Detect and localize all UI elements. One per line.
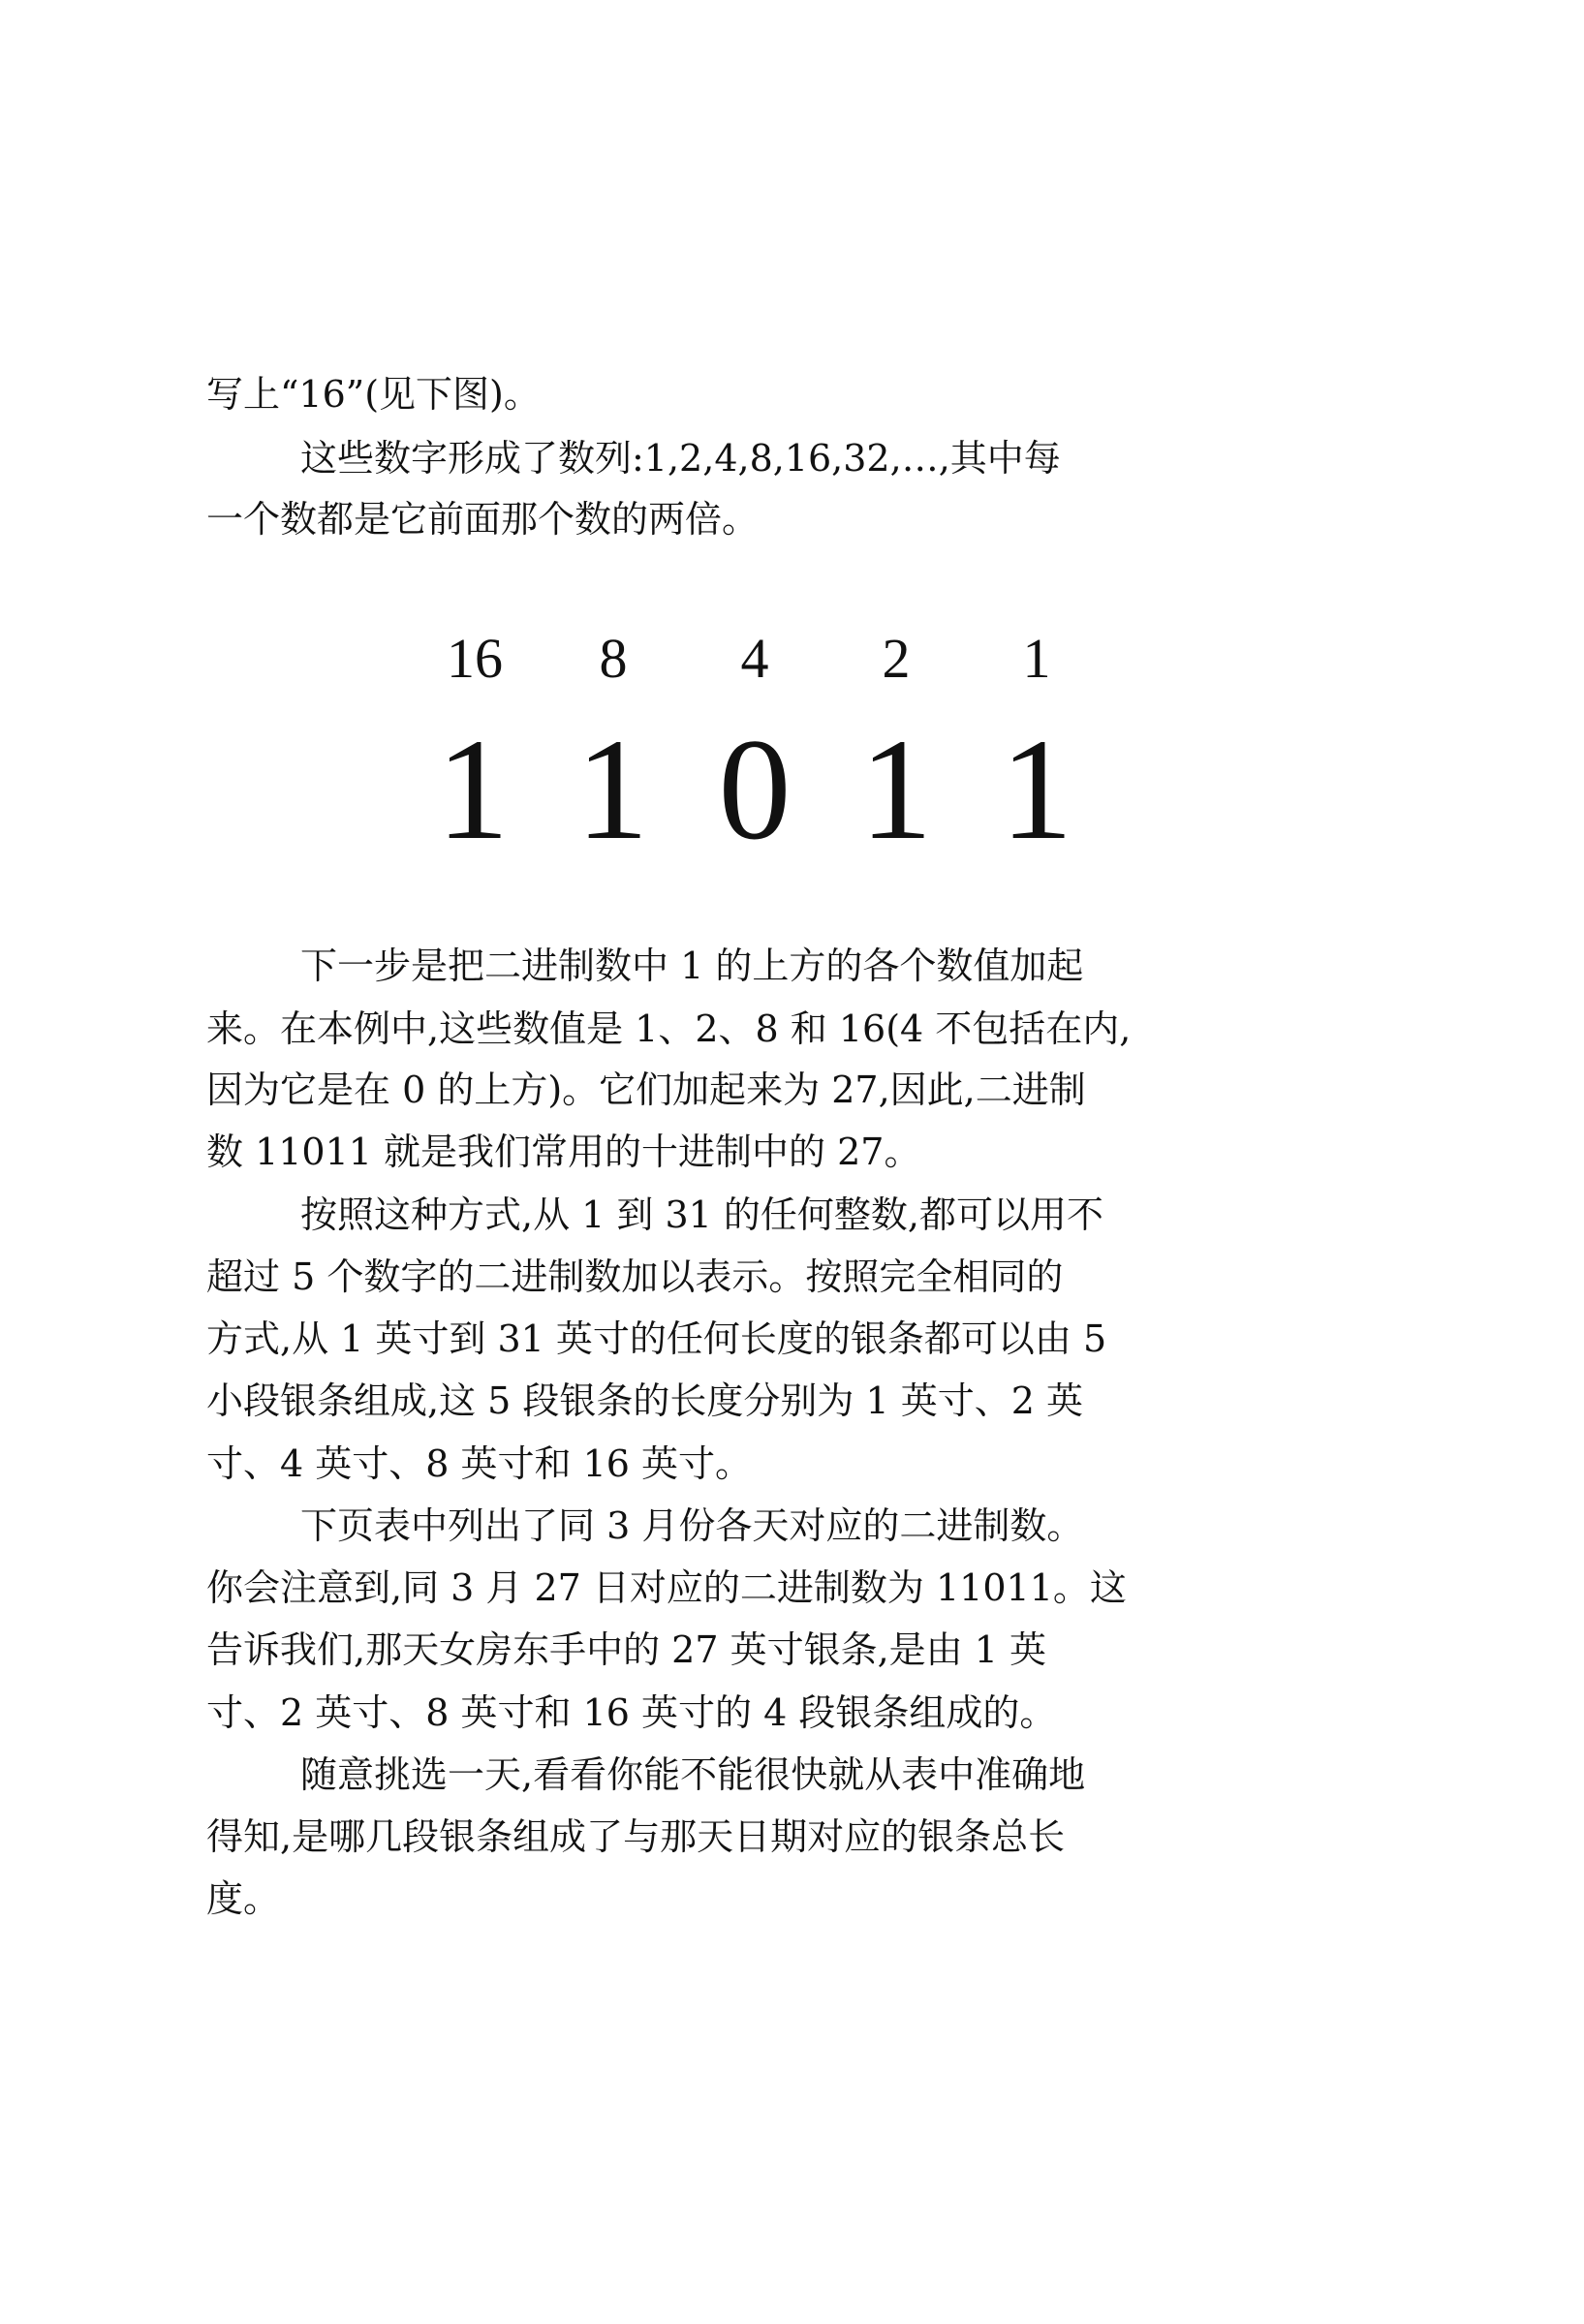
binary-digit: 1 xyxy=(859,709,933,870)
text-line: 超过 5 个数字的二进制数加以表示。按照完全相同的 xyxy=(206,1255,1064,1298)
text-line: 你会注意到,同 3 月 27 日对应的二进制数为 11011。这 xyxy=(206,1566,1127,1609)
text-line: 度。 xyxy=(206,1877,281,1920)
place-value: 4 xyxy=(740,627,769,690)
place-value: 8 xyxy=(599,627,628,690)
text-line: 因为它是在 0 的上方)。它们加起来为 27,因此,二进制 xyxy=(206,1069,1086,1111)
place-value: 1 xyxy=(1022,627,1051,690)
text-line: 下一步是把二进制数中 1 的上方的各个数值加起 xyxy=(300,945,1084,987)
text-line: 方式,从 1 英寸到 31 英寸的任何长度的银条都可以由 5 xyxy=(206,1317,1107,1360)
text-line: 小段银条组成,这 5 段银条的长度分别为 1 英寸、2 英 xyxy=(206,1379,1084,1422)
text-line: 按照这种方式,从 1 到 31 的任何整数,都可以用不 xyxy=(300,1193,1104,1236)
place-value: 2 xyxy=(882,627,911,690)
binary-digit: 1 xyxy=(436,709,510,870)
text-line: 写上“16”(见下图)。 xyxy=(206,373,541,416)
binary-digit: 0 xyxy=(718,709,792,870)
text-line: 随意挑选一天,看看你能不能很快就从表中准确地 xyxy=(300,1753,1086,1796)
text-line: 一个数都是它前面那个数的两倍。 xyxy=(206,498,760,541)
text-line: 寸、4 英寸、8 英寸和 16 英寸。 xyxy=(206,1442,753,1485)
place-value: 16 xyxy=(447,627,503,690)
text-line: 数 11011 就是我们常用的十进制中的 27。 xyxy=(206,1131,921,1173)
text-line: 寸、2 英寸、8 英寸和 16 英寸的 4 段银条组成的。 xyxy=(206,1691,1057,1734)
text-line: 告诉我们,那天女房东手中的 27 英寸银条,是由 1 英 xyxy=(206,1628,1047,1671)
binary-digit: 1 xyxy=(1000,709,1073,870)
text-line: 下页表中列出了同 3 月份各天对应的二进制数。 xyxy=(300,1504,1084,1547)
binary-digit: 1 xyxy=(575,709,649,870)
binary-number xyxy=(0,702,1584,896)
text-line: 来。在本例中,这些数值是 1、2、8 和 16(4 不包括在内, xyxy=(206,1007,1132,1050)
text-line: 得知,是哪几段银条组成了与那天日期对应的银条总长 xyxy=(206,1815,1066,1858)
text-line: 这些数字形成了数列:1,2,4,8,16,32,…,其中每 xyxy=(300,437,1061,480)
